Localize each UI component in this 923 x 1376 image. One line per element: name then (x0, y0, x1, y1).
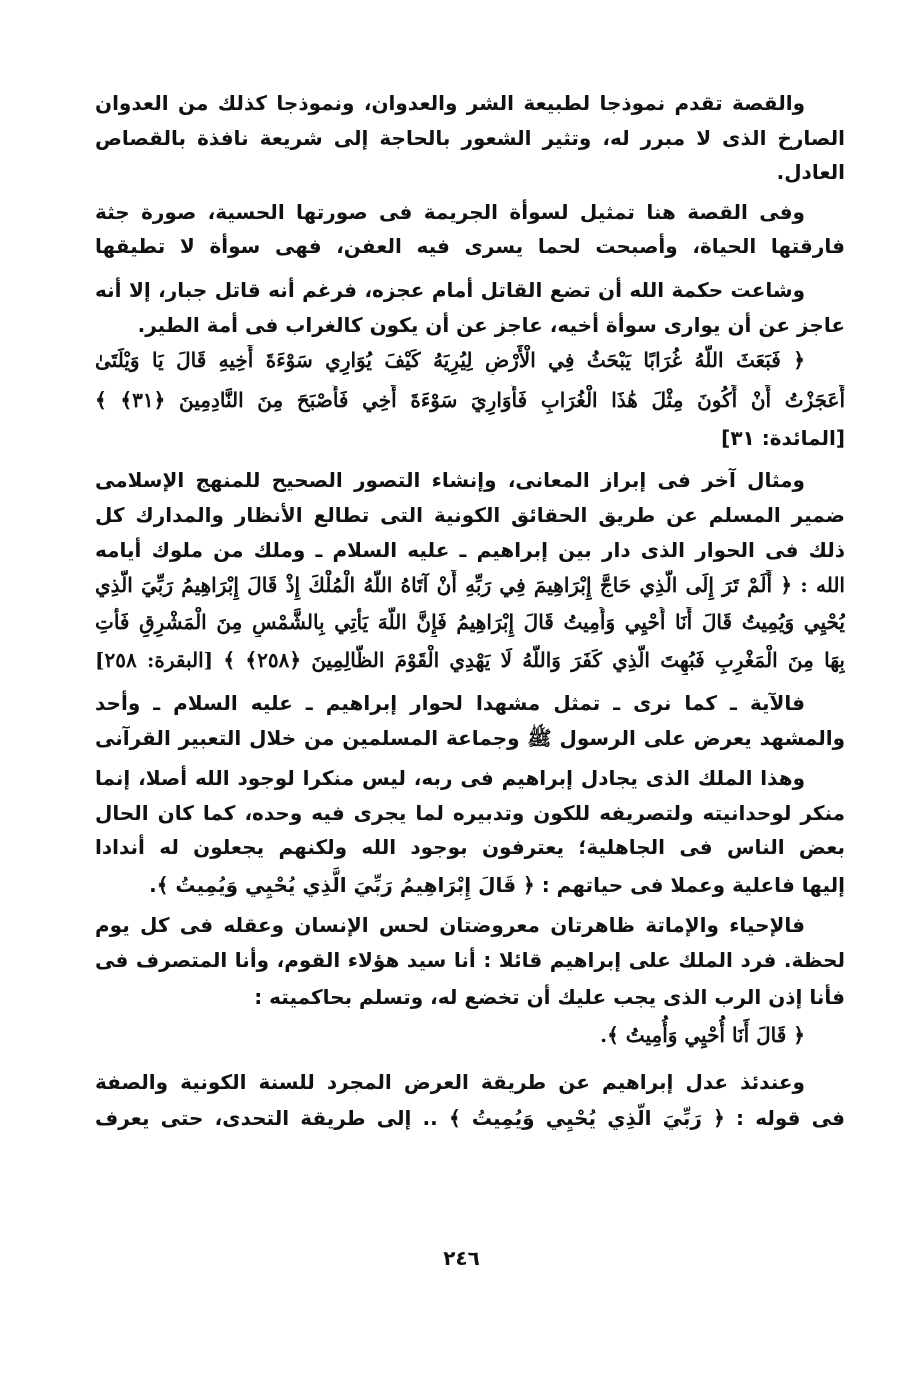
text-line: فأنا إذن الرب الذى يجب عليك أن تخضع له، وتسلم بحاكميته : (254, 985, 845, 1009)
text-line: [المائدة: ٣١] (721, 426, 845, 450)
text-line: بعض الناس فى الجاهلية؛ يعترفون بوجود الله ولكنهم يجعلون له أندادا (95, 835, 845, 859)
quran-verse-line: ﴿ فَبَعَثَ اللَّهُ غُرَابًا يَبْحَثُ فِي الْأَرْضِ لِيُرِيَهُ كَيْفَ يُوَارِي سَوْءَةَ أَخِيهِ قَالَ يَا وَيْلَتَىٰ (95, 348, 805, 372)
text-line: فالآية ـ كما نرى ـ تمثل مشهدا لحوار إبراهيم ـ عليه السلام ـ وأحد (95, 691, 805, 715)
quran-verse-line: ﴿ قَالَ أَنَا أُحْيِي وَأُمِيتُ ﴾. (600, 1023, 805, 1047)
text-line: وفى القصة هنا تمثيل لسوأة الجريمة فى صورتها الحسية، صورة جثة (95, 200, 805, 224)
text-line: عاجز عن أن يوارى سوأة أخيه، عاجز عن أن يكون كالغراب فى أمة الطير. (137, 313, 845, 337)
text-line: والمشهد يعرض على الرسول ﷺ وجماعة المسلمين من خلال التعبير القرآنى (95, 726, 845, 750)
text-line: وهذا الملك الذى يجادل إبراهيم فى ربه، ليس منكرا لوجود الله أصلا، إنما (95, 766, 805, 790)
text-line: إليها فاعلية وعملا فى حياتهم : ﴿ قَالَ إِبْرَاهِيمُ رَبِّيَ الَّذِي يُحْيِي وَيُمِيتُ ﴾. (149, 873, 845, 897)
text-line: فى قوله : ﴿ رَبِّيَ الَّذِي يُحْيِي وَيُمِيتُ ﴾ .. إلى طريقة التحدى، حتى يعرف (95, 1106, 845, 1130)
text-line: فارقتها الحياة، وأصبحت لحما يسرى فيه العفن، فهى سوأة لا تطيقها (95, 234, 845, 258)
text-line: الصارخ الذى لا مبرر له، وتثير الشعور بالحاجة إلى شريعة نافذة بالقصاص (95, 126, 845, 150)
quran-verse-line: أَعَجَزْتُ أَنْ أَكُونَ مِثْلَ هَٰذَا الْغُرَابِ فَأُوَارِيَ سَوْءَةَ أَخِي فَأَصْبَحَ مِنَ النَّادِمِينَ ﴿٣١﴾ ﴾ (95, 388, 845, 412)
quran-verse-line: يُحْيِي وَيُمِيتُ قَالَ أَنَا أُحْيِي وَأُمِيتُ قَالَ إِبْرَاهِيمُ فَإِنَّ اللَّهَ يَأْتِي بِالشَّمْسِ مِنَ الْمَشْرِقِ فَأْتِ (95, 610, 845, 634)
text-line: منكر لوحدانيته ولتصريفه للكون وتدبيره لما يجرى فيه وحده، كما كان الحال (95, 801, 845, 825)
text-line: لحظة. فرد الملك على إبراهيم قائلا : أنا سيد هؤلاء القوم، وأنا المتصرف فى (95, 948, 845, 972)
text-line: ذلك فى الحوار الذى دار بين إبراهيم ـ عليه السلام ـ وملك من ملوك أيامه (95, 538, 845, 562)
text-line: ومثال آخر فى إبراز المعانى، وإنشاء التصور الصحيح للمنهج الإسلامى (95, 468, 805, 492)
text-line: العادل. (776, 160, 845, 184)
text-line: وشاعت حكمة الله أن تضع القاتل أمام عجزه، فرغم أنه قاتل جبار، إلا أنه (95, 278, 805, 302)
page-number: ٢٤٦ (443, 1246, 480, 1270)
quran-verse-line: الله : ﴿ أَلَمْ تَرَ إِلَى الَّذِي حَاجَّ إِبْرَاهِيمَ فِي رَبِّهِ أَنْ آتَاهُ اللَّهُ الْمُلْكَ إِذْ قَالَ إِبْرَاهِيمُ رَبِّيَ الَّذِي (95, 573, 845, 597)
text-line: والقصة تقدم نموذجا لطبيعة الشر والعدوان، ونموذجا كذلك من العدوان (95, 91, 805, 115)
text-line: وعندئذ عدل إبراهيم عن طريقة العرض المجرد للسنة الكونية والصفة (95, 1070, 805, 1094)
quran-verse-line: بِهَا مِنَ الْمَغْرِبِ فَبُهِتَ الَّذِي كَفَرَ وَاللَّهُ لَا يَهْدِي الْقَوْمَ الظَّالِمِينَ ﴿٢٥٨﴾ ﴾ [البقرة: ٢٥٨] (95, 648, 845, 672)
text-line: ضمير المسلم عن طريق الحقائق الكونية التى تطالع الأنظار والمدارك كل (95, 503, 845, 527)
text-line: فالإحياء والإماتة ظاهرتان معروضتان لحس الإنسان وعقله فى كل يوم (95, 913, 805, 937)
